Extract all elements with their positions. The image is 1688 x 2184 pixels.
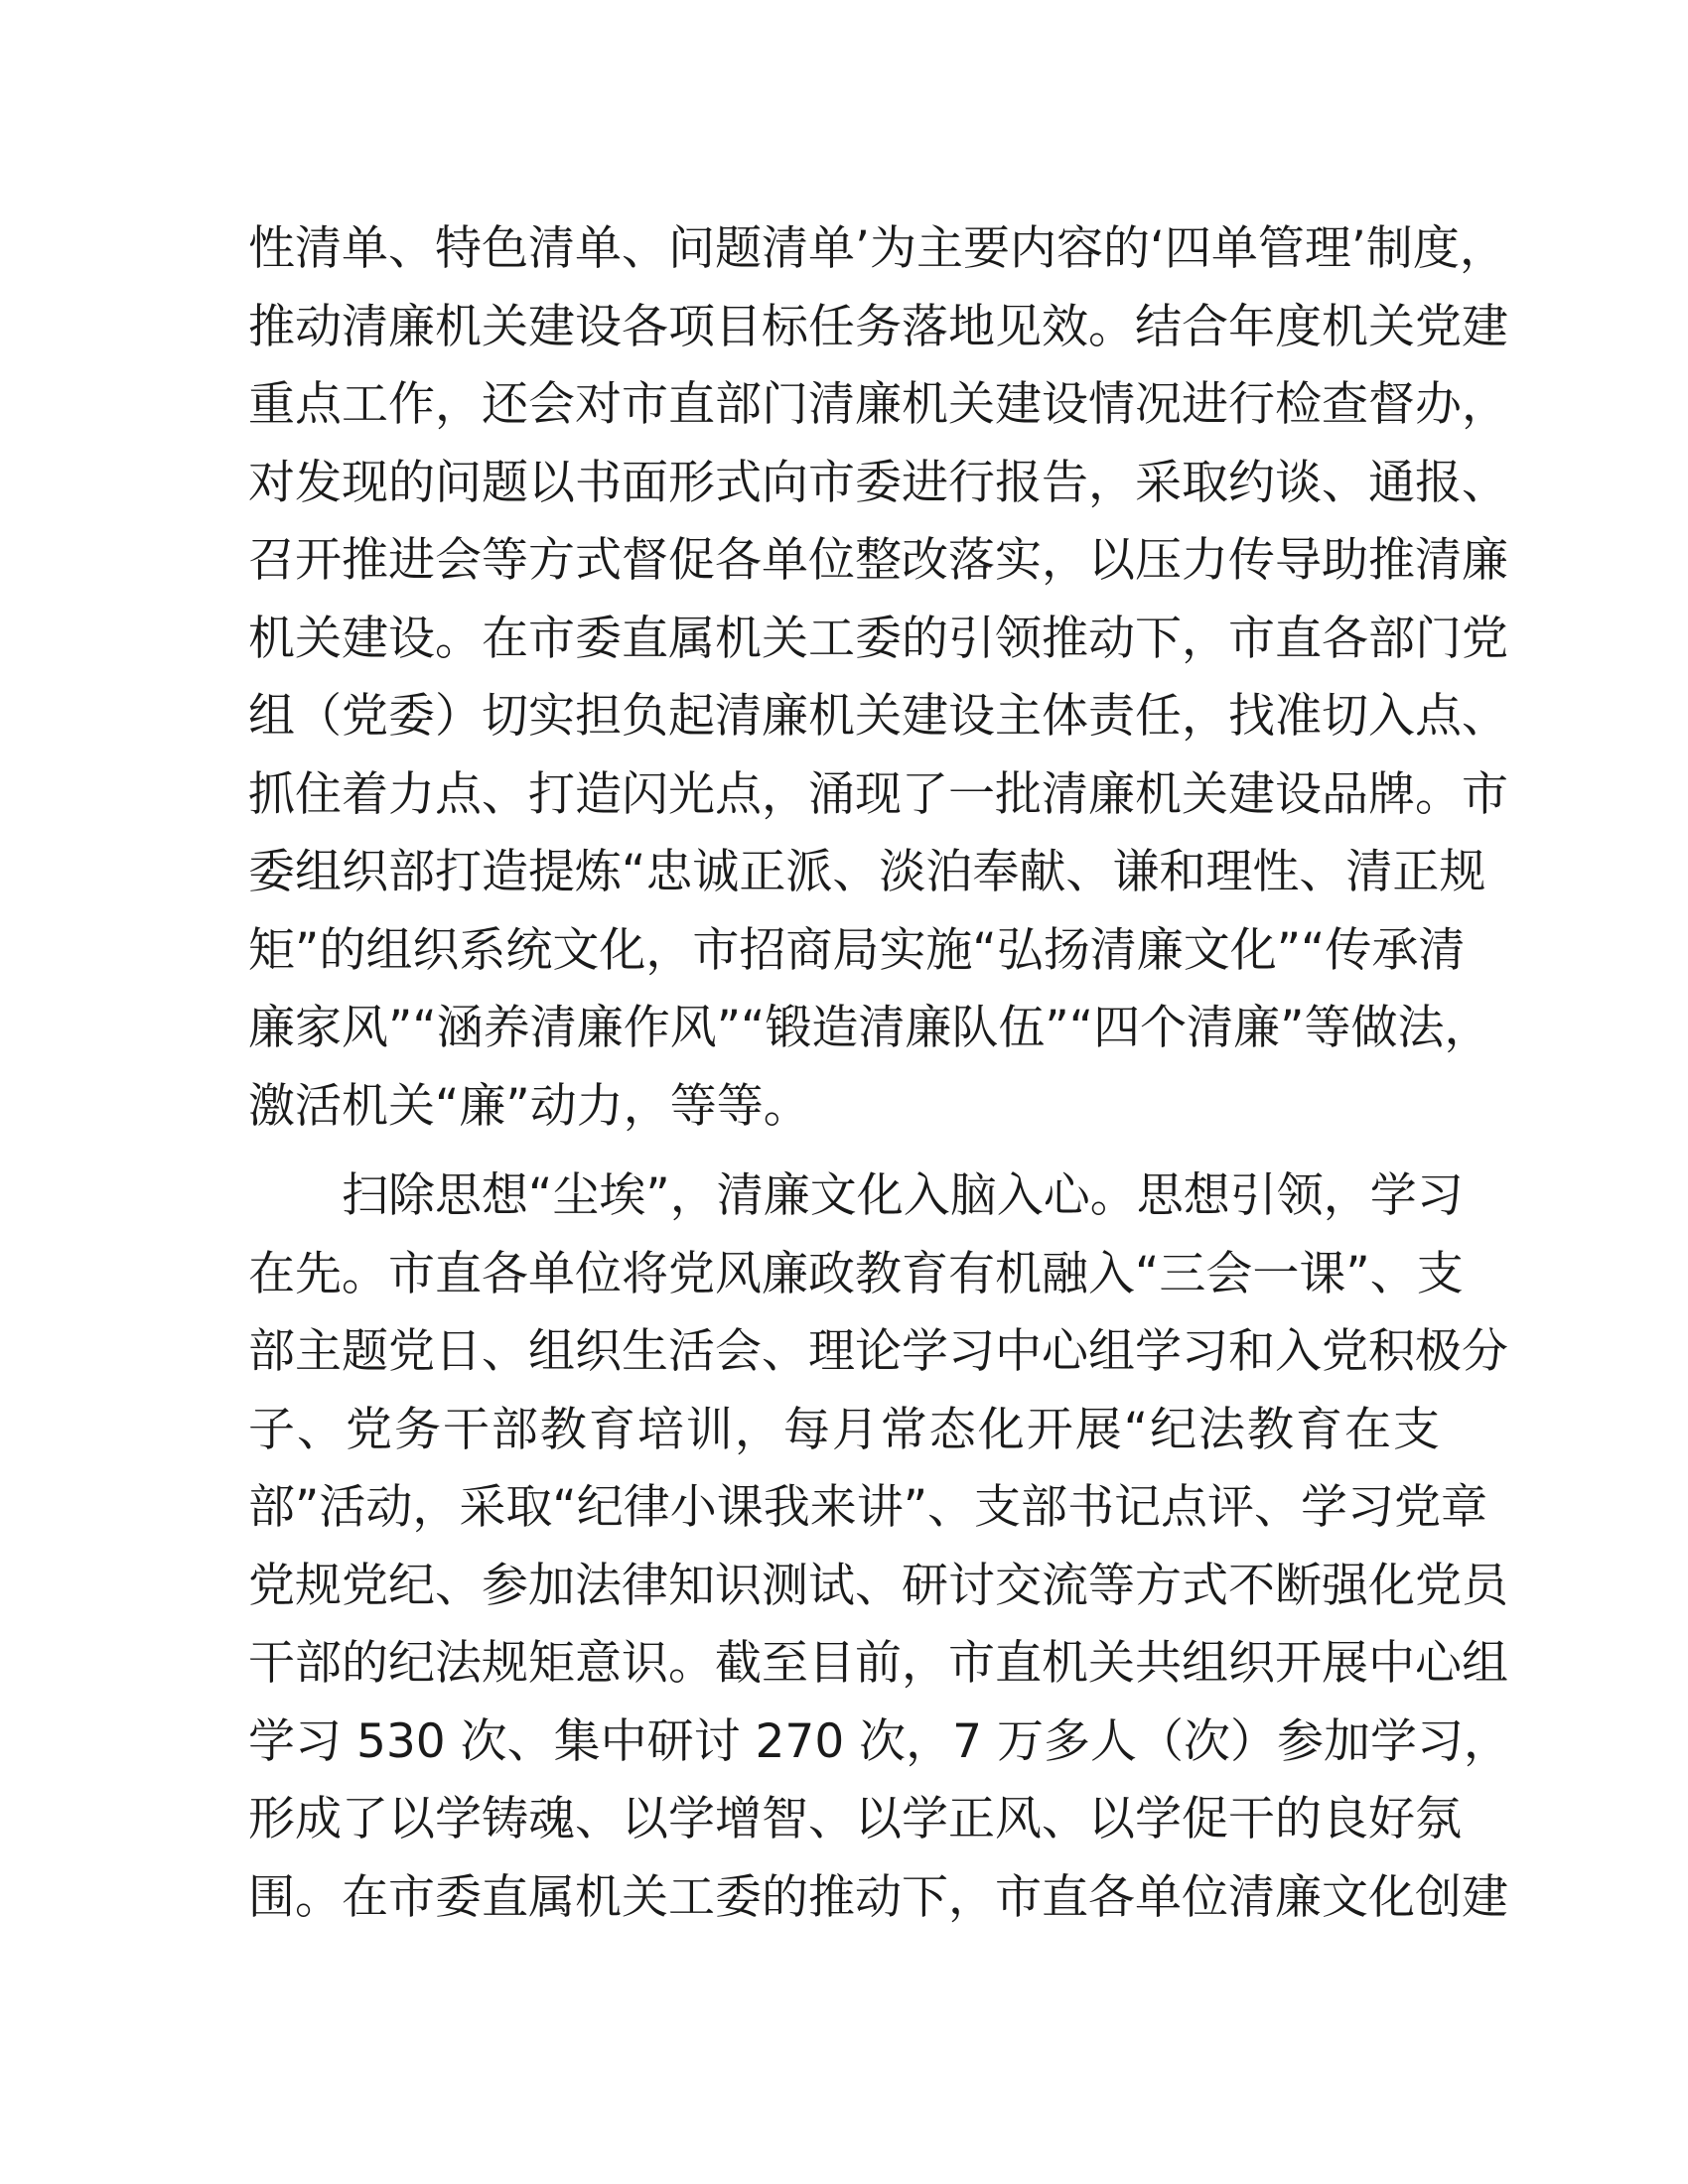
text-line: 围。在市委直属机关工委的推动下，市直各单位清廉文化创建 bbox=[248, 1869, 1508, 1925]
text-line: 推动清廉机关建设各项目标任务落地见效。结合年度机关党建 bbox=[248, 299, 1508, 354]
text-line: 委组织部打造提炼“忠诚正派、淡泊奉献、谦和理性、清正规 bbox=[248, 845, 1486, 899]
text-line: 部主题党日、组织生活会、理论学习中心组学习和入党积极分 bbox=[248, 1324, 1508, 1379]
text-line: 矩”的组织系统文化，市招商局实施“弘扬清廉文化”“传承清 bbox=[248, 922, 1466, 978]
text-line: 在先。市直各单位将党风廉政教育有机融入“三会一课”、支 bbox=[248, 1246, 1464, 1301]
text-line: 学习 530 次、集中研讨 270 次，7 万多人（次）参加学习， bbox=[248, 1713, 1511, 1769]
text-line: 子、党务干部教育培训，每月常态化开展“纪法教育在支 bbox=[248, 1402, 1440, 1457]
text-line: 对发现的问题以书面形式向市委进行报告，采取约谈、通报、 bbox=[248, 455, 1508, 510]
text-line: 部”活动，采取“纪律小课我来讲”、支部书记点评、学习党章 bbox=[248, 1480, 1488, 1535]
text-line: 性清单、特色清单、问题清单’为主要内容的‘四单管理’制度， bbox=[248, 221, 1506, 276]
text-line: 干部的纪法规矩意识。截至目前，市直机关共组织开展中心组 bbox=[248, 1636, 1508, 1691]
text-line: 扫除思想“尘埃”，清廉文化入脑入心。思想引领，学习 bbox=[342, 1168, 1464, 1223]
text-line: 形成了以学铸魂、以学增智、以学正风、以学促干的良好氛 bbox=[248, 1792, 1462, 1846]
text-line: 党规党纪、参加法律知识测试、研讨交流等方式不断强化党员 bbox=[248, 1558, 1508, 1613]
body-text bbox=[248, 210, 1511, 1937]
paragraph-gap bbox=[248, 1146, 1440, 1158]
text-line: 激活机关“廉”动力，等等。 bbox=[248, 1078, 810, 1134]
text-line: 抓住着力点、打造闪光点，涌现了一批清廉机关建设品牌。市 bbox=[248, 766, 1508, 822]
text-line: 廉家风”“涵养清廉作风”“锻造清廉队伍”“四个清廉”等做法， bbox=[248, 1001, 1491, 1055]
paragraph-2 bbox=[248, 1158, 1511, 1937]
text-line: 重点工作，还会对市直部门清廉机关建设情况进行检查督办， bbox=[248, 377, 1508, 432]
text-line: 机关建设。在市委直属机关工委的引领推动下，市直各部门党 bbox=[248, 611, 1508, 666]
text-line: 召开推进会等方式督促各单位整改落实，以压力传导助推清廉 bbox=[248, 533, 1508, 588]
paragraph-1 bbox=[248, 210, 1508, 1146]
text-line: 组（党委）切实担负起清廉机关建设主体责任，找准切入点、 bbox=[248, 689, 1508, 744]
